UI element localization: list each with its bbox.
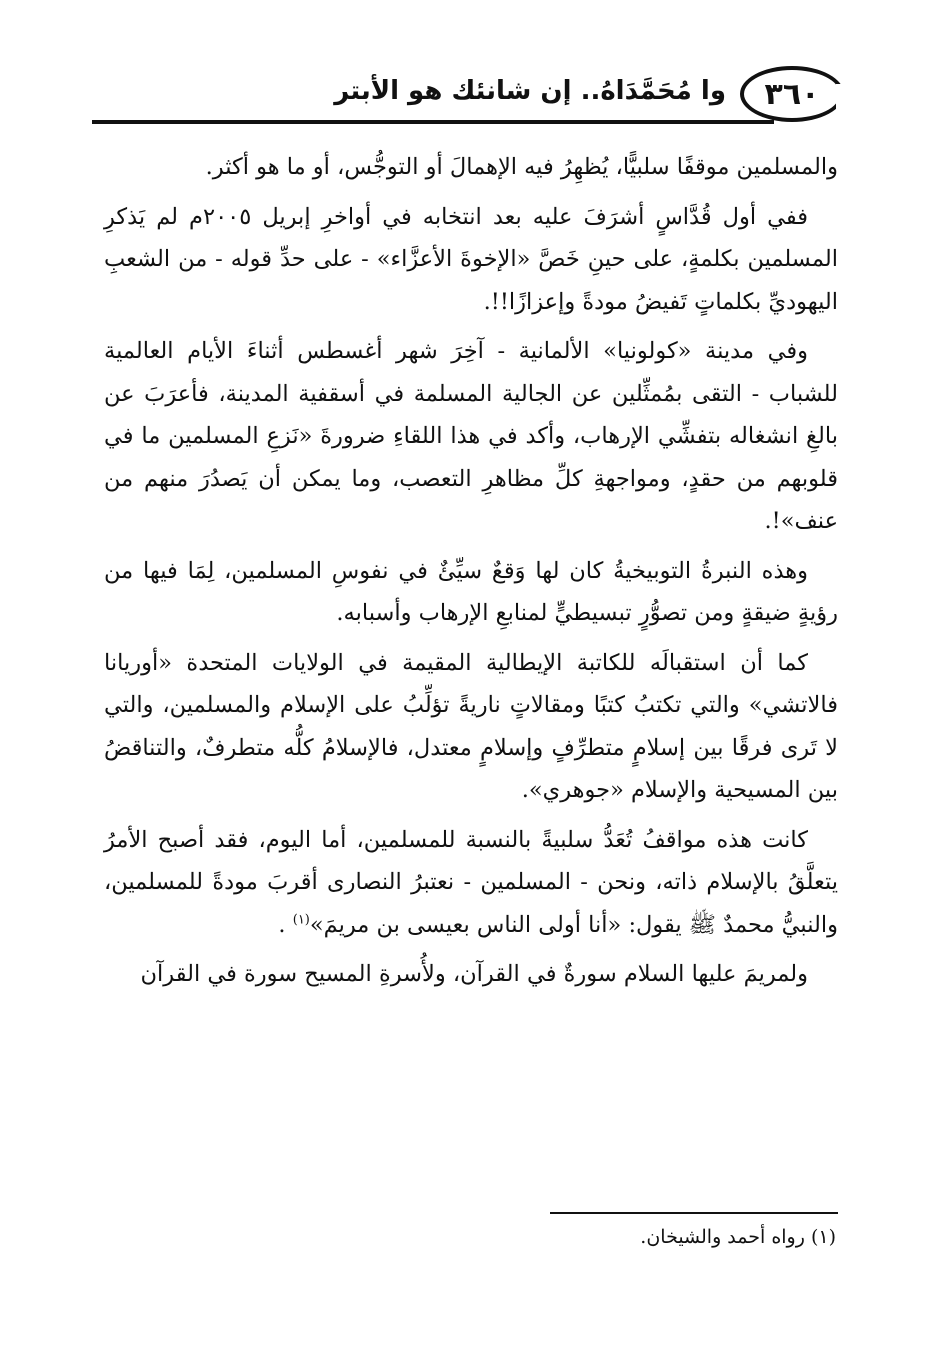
page-header bbox=[92, 62, 844, 132]
paragraph-7: ولمريمَ عليها السلام سورةٌ في القرآن، ولأُسرةِ المسيح سورة في القرآن bbox=[140, 961, 808, 987]
paragraph-3: وفي مدينة «كولونيا» الألمانية - آخِرَ شهر أغسطس أثناءَ الأيام العالمية للشباب - التقى بمُمثِّلين عن الجالية المسلمة في أسقفية المدينة، فأعرَبَ عن بالغِ انشغاله بتفشِّي الإرهاب، وأكد في هذا اللقاءِ ضرورةَ «نَزعِ المسلمين ما في قلوبهم من حقدٍ، ومواجهةِ كلِّ مظاهرِ التعصب، وما يمكن أن يَصدُرَ منهم من عنف»!. bbox=[104, 338, 838, 534]
footnote-reference: (١) bbox=[292, 912, 310, 927]
body-text bbox=[104, 146, 838, 1003]
paragraph-6-text: كانت هذه مواقفُ تُعَدُّ سلبيةً بالنسبة للمسلمين، أما اليوم، فقد أصبح الأمرُ يتعلَّقُ بالإسلام ذاته، ونحن - المسلمين - نعتبرُ النصارى أقربَ مودةً للمسلمين، والنبيُّ محمدٌ ﷺ يقول: «أنا أولى الناس بعيسى بن مريمَ» bbox=[104, 826, 838, 938]
paragraph-4: وهذه النبرةُ التوبيخيةُ كان لها وَقعٌ سيِّئٌ في نفوسِ المسلمين، لِمَا فيها من رؤيةٍ ضيقةٍ ومن تصوُّرٍ تبسيطيٍّ لمنابعِ الإرهاب وأسبابه. bbox=[104, 557, 838, 626]
paragraph-1: والمسلمين موقفًا سلبيًّا، يُظهِرُ فيه الإهمالَ أو التوجُّس، أو ما هو أكثر. bbox=[205, 154, 838, 180]
page-number: ٣٦٠ bbox=[740, 66, 844, 122]
paragraph-5: كما أن استقبالَه للكاتبة الإيطالية المقيمة في الولايات المتحدة «أوريانا فالاتشي» والتي تكتبُ كتبًا ومقالاتٍ ناريةً تؤلِّبُ على الإسلام والمسلمين، والتي لا تَرى فرقًا بين إسلامٍ متطرِّفٍ وإسلامٍ معتدل، فالإسلامُ كلُّه متطرفٌ، والتناقضُ بين المسيحية والإسلام «جوهري». bbox=[104, 649, 838, 803]
header-rule bbox=[92, 120, 774, 124]
footnote: (١) رواه أحمد والشيخان. bbox=[640, 1226, 836, 1248]
paragraph-2: ففي أول قُدَّاسٍ أشرَفَ عليه بعد انتخابه في أواخرِ إبريل ٢٠٠٥م لم يَذكرِ المسلمين بكلمةٍ، على حينِ خَصَّ «الإخوةَ الأعزَّاء» - على حدِّ قوله - من الشعبِ اليهوديِّ بكلماتٍ تَفيضُ مودةً وإعزازًا!!. bbox=[104, 203, 838, 315]
running-title: وا مُحَمَّدَاهُ.. إن شانئك هو الأبتر bbox=[334, 76, 726, 106]
paragraph-6: كانت هذه مواقفُ تُعَدُّ سلبيةً بالنسبة للمسلمين، أما اليوم، فقد أصبح الأمرُ يتعلَّقُ بالإسلام ذاته، ونحن - المسلمين - نعتبرُ النصارى أقربَ مودةً للمسلمين، والنبيُّ محمدٌ ﷺ يقول: «أنا أولى الناس بعيسى بن مريمَ»$^{(١)}$ . bbox=[104, 826, 838, 938]
footnote-rule bbox=[550, 1212, 838, 1214]
